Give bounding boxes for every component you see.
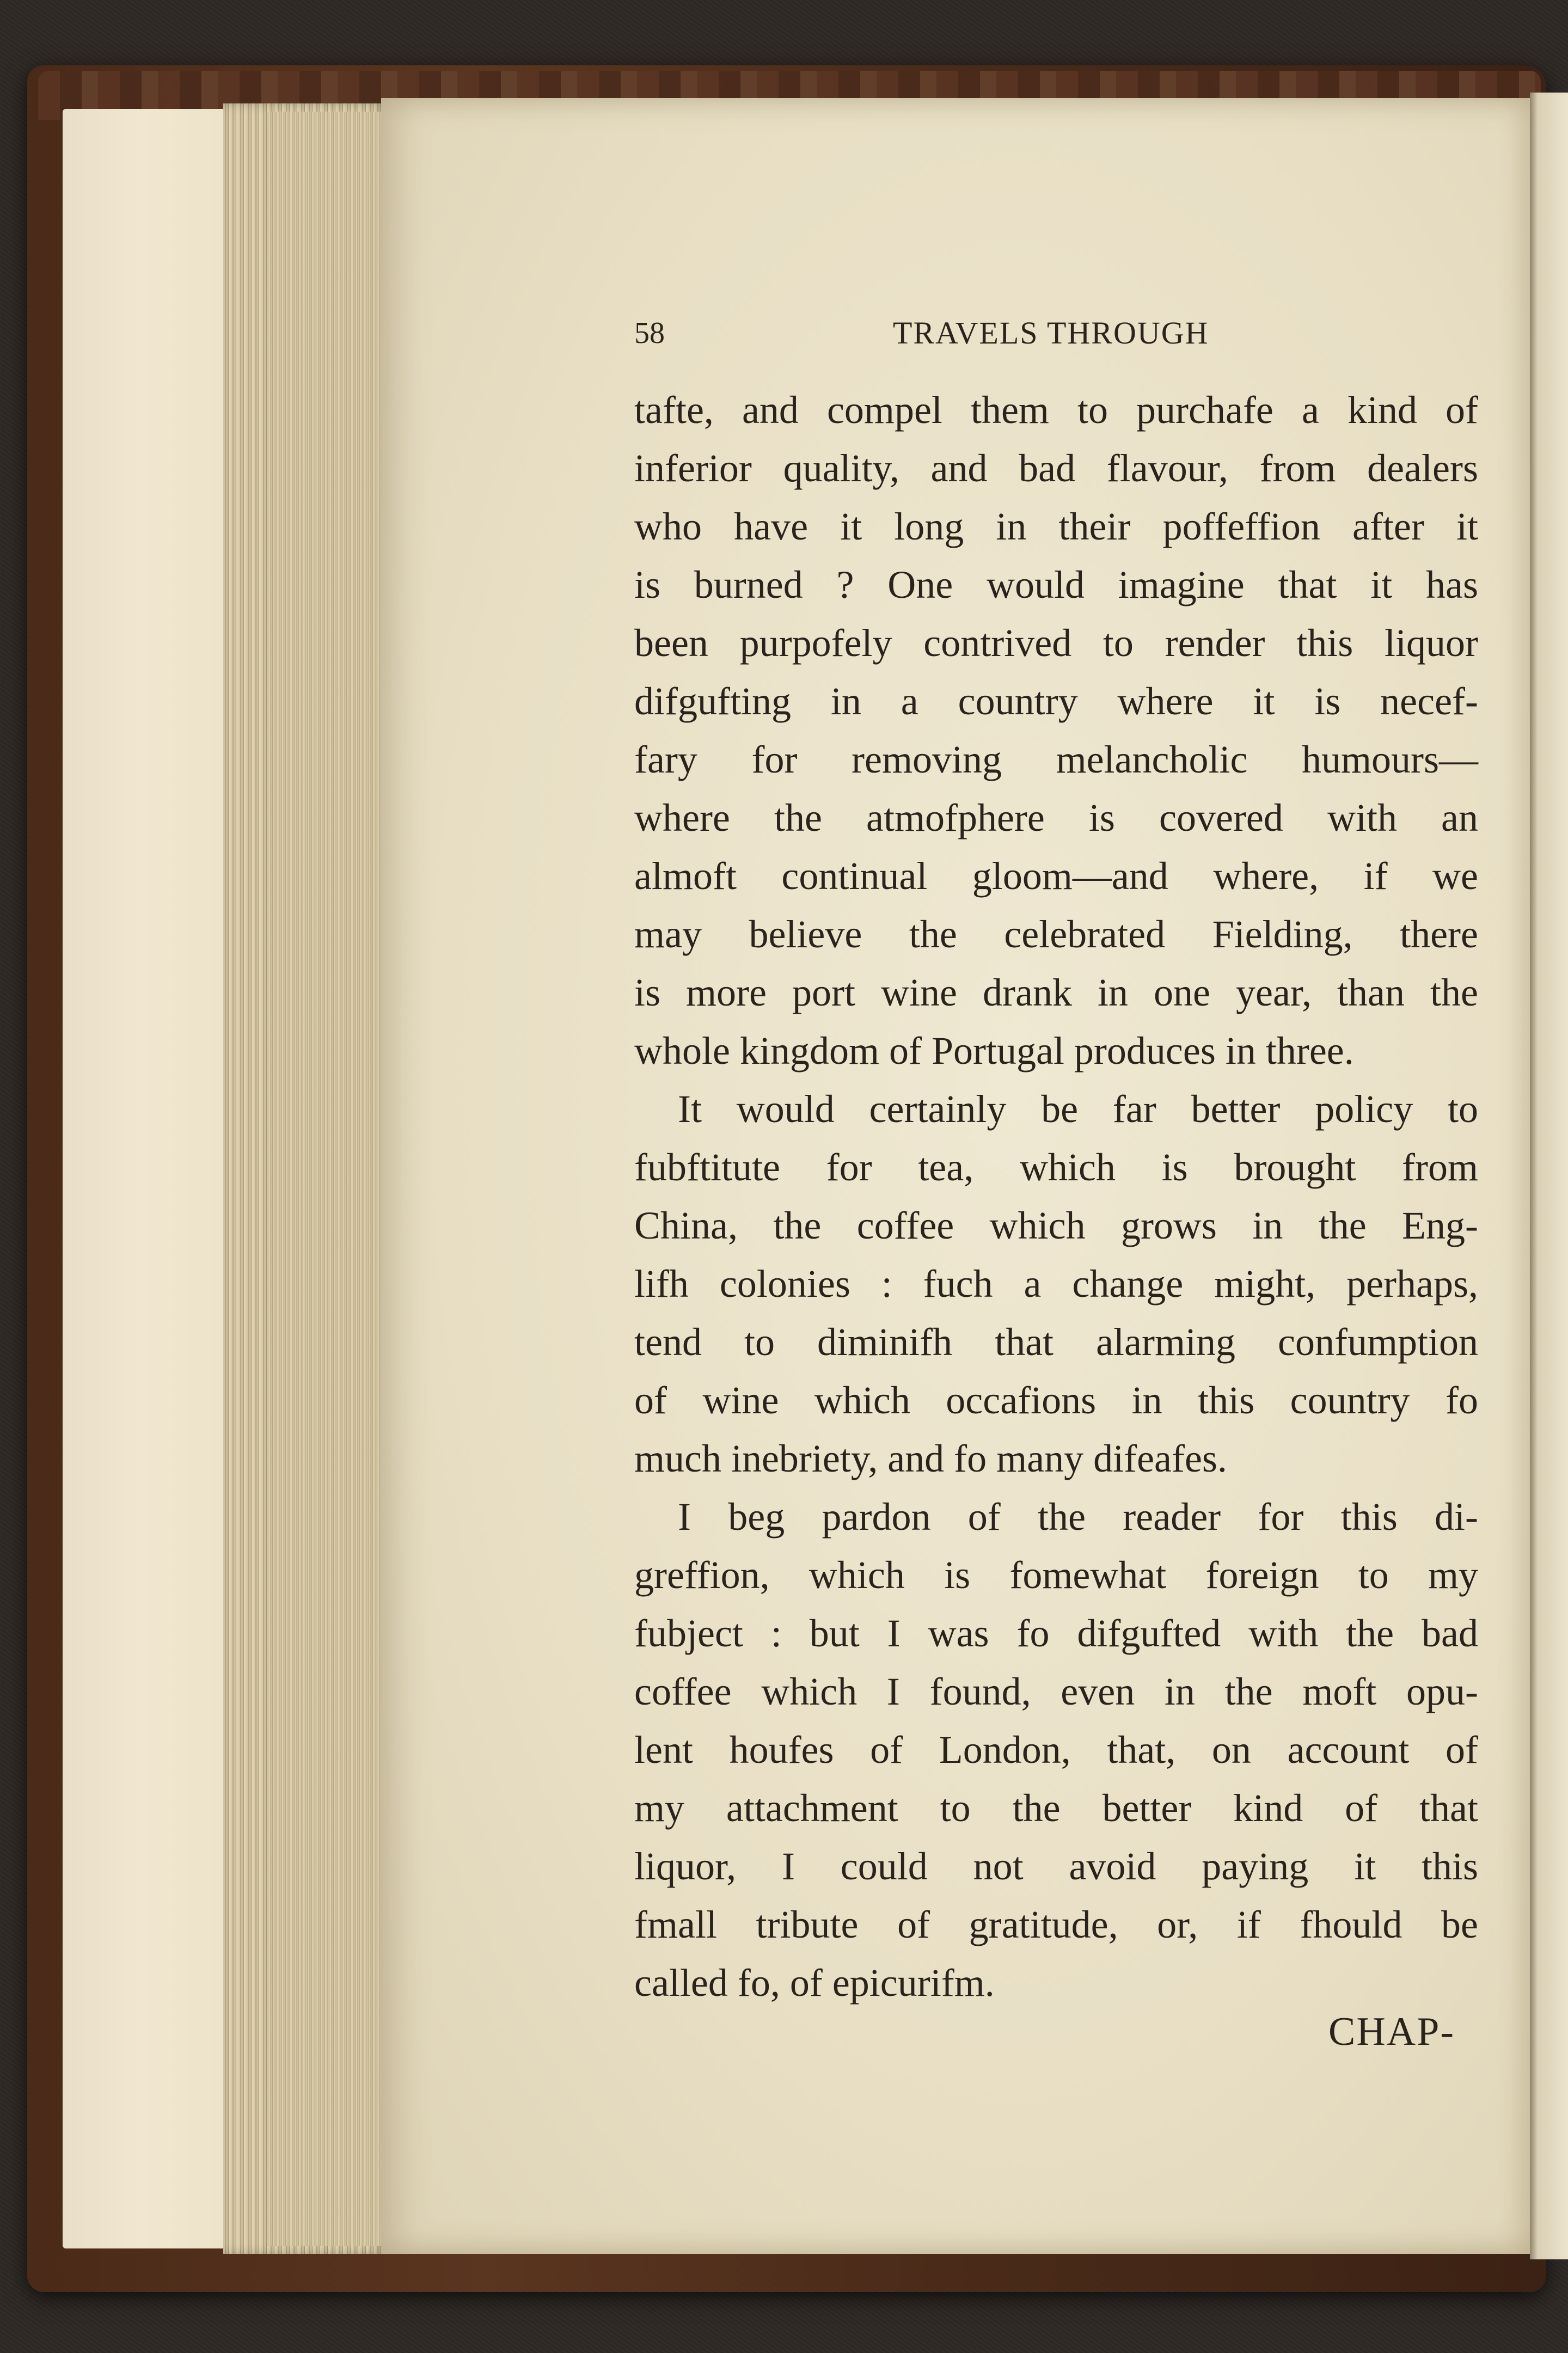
text-line: inferior quality, and bad flavour, from dealers xyxy=(634,446,1478,490)
facing-page-edge xyxy=(1530,93,1568,2259)
text-line: is burned ? One would imagine that it has xyxy=(634,563,1478,606)
text-line: much inebriety, and fo many difeafes. xyxy=(634,1437,1227,1480)
text-line: lent houfes of London, that, on account of xyxy=(634,1728,1478,1772)
text-line: lifh colonies : fuch a change might, perhaps, xyxy=(634,1262,1478,1306)
text-line: tend to diminifh that alarming confumption xyxy=(634,1320,1478,1364)
text-line: called fo, of epicurifm. xyxy=(634,1961,995,2005)
text-line: my attachment to the better kind of that xyxy=(634,1786,1478,1830)
text-line: difgufting in a country where it is necef- xyxy=(634,679,1478,723)
text-line: tafte, and compel them to purchafe a kind of xyxy=(634,388,1478,432)
body-text xyxy=(634,381,1478,2012)
text-line: been purpofely contrived to render this liquor xyxy=(634,621,1478,665)
text-line: fubftitute for tea, which is brought from xyxy=(634,1145,1478,1189)
running-title: TRAVELS THROUGH xyxy=(893,315,1209,351)
catchword: CHAP- xyxy=(1328,2009,1455,2054)
text-line: I beg pardon of the reader for this di- xyxy=(678,1495,1478,1539)
text-line: whole kingdom of Portugal produces in three. xyxy=(634,1029,1354,1073)
text-line: coffee which I found, even in the moft opu- xyxy=(634,1670,1478,1713)
text-line: is more port wine drank in one year, than the xyxy=(634,971,1478,1014)
text-line: almoft continual gloom—and where, if we xyxy=(634,854,1478,898)
text-line: fmall tribute of gratitude, or, if fhould be xyxy=(634,1903,1478,1946)
text-line: It would certainly be far better policy to xyxy=(678,1087,1478,1131)
text-line: where the atmofphere is covered with an xyxy=(634,796,1478,840)
text-line: of wine which occafions in this country fo xyxy=(634,1378,1478,1422)
text-line: greffion, which is fomewhat foreign to my xyxy=(634,1553,1478,1597)
text-line: fubject : but I was fo difgufted with the bad xyxy=(634,1611,1478,1655)
text-line: who have it long in their poffeffion after it xyxy=(634,505,1478,548)
text-line: China, the coffee which grows in the Eng- xyxy=(634,1204,1478,1247)
text-line: liquor, I could not avoid paying it this xyxy=(634,1845,1478,1888)
text-line: may believe the celebrated Fielding, there xyxy=(634,912,1478,956)
text-line: fary for removing melancholic humours— xyxy=(634,738,1478,781)
page-number: 58 xyxy=(634,316,665,350)
page-edges-inner xyxy=(267,112,392,2246)
